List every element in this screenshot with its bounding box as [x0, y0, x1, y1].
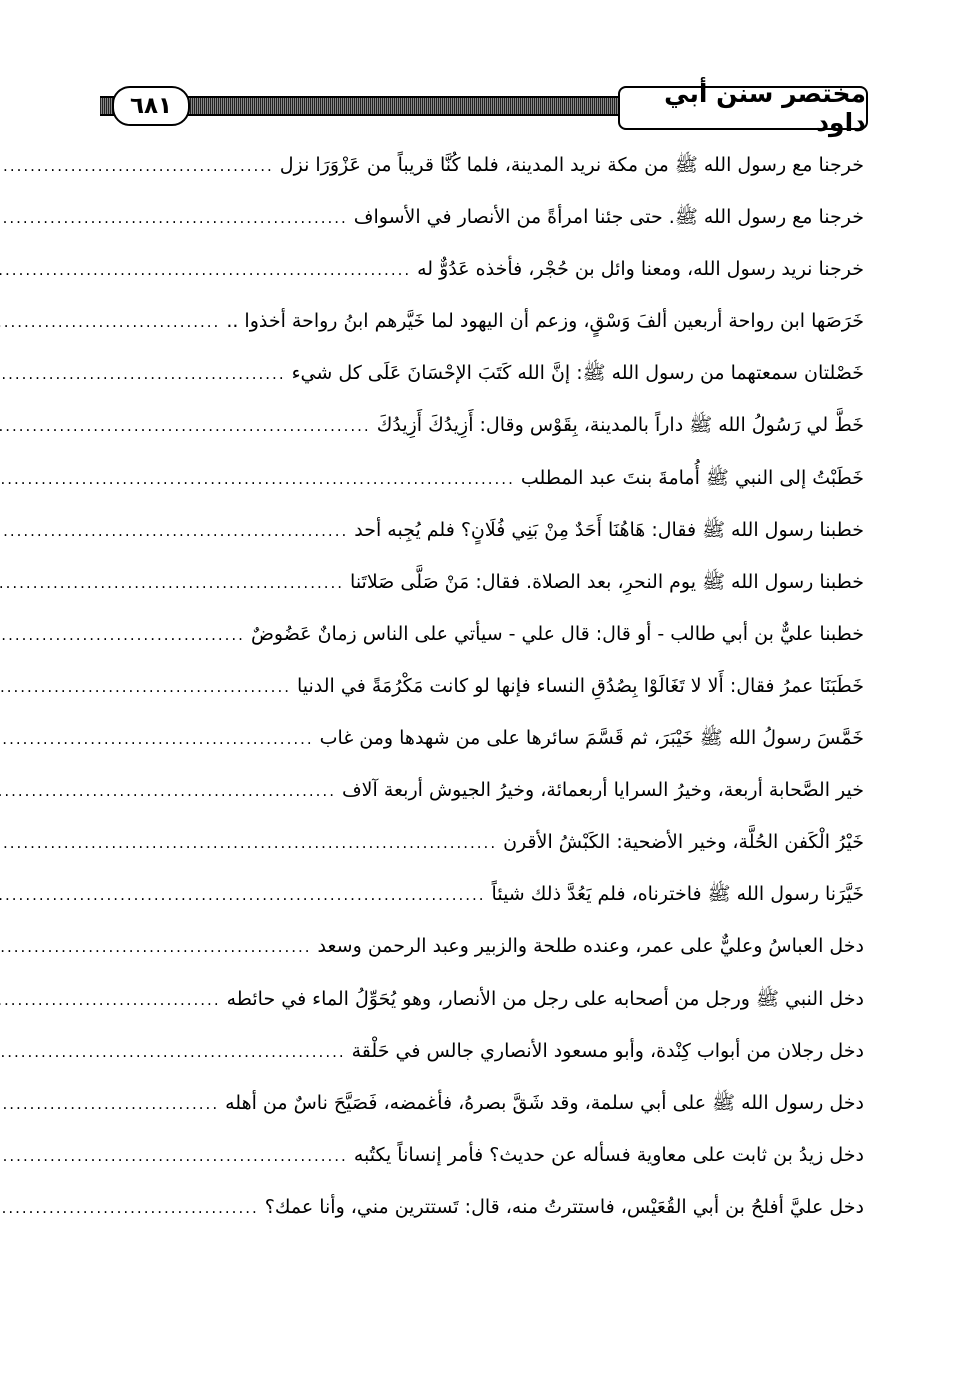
dot-leader — [0, 140, 274, 192]
dot-leader — [0, 453, 515, 505]
dot-leader — [0, 557, 344, 609]
dot-leader — [0, 609, 245, 661]
entry-text: دخل رسول الله ﷺ على أبي سلمة، وقد شَقَّ بصرهُ، فأغمضه، فَصَيَّحَ ناسٌ من أهله — [225, 1091, 864, 1114]
index-entry — [98, 398, 864, 450]
index-entry — [98, 346, 864, 398]
entry-text: خَرَصَها ابن رواحة أربعين ألفَ وَسْقٍ، وزعم أن اليهود لما خَيَّرهم ابنُ رواحة أخذوا .. — [226, 310, 864, 333]
entry-text: دخل عليَّ أفلحُ بن أبي القُعَيْس، فاستترتُ منه، قال: تَستترين مني، وأنا عمك؟ — [264, 1195, 864, 1218]
index-entry — [98, 138, 864, 190]
index-entry — [98, 659, 864, 711]
dot-leader — [0, 974, 221, 1026]
entry-text: دخل رجلان من أبواب كِنْدة، وأبو مسعود الأنصاري جالس في حَلْقة — [351, 1039, 864, 1062]
dot-leader — [0, 400, 371, 452]
dot-leader — [0, 192, 348, 244]
index-entry — [98, 972, 864, 1024]
entry-text: خطبنا عليٌّ بن أبي طالب - أو قال: قال علي - سيأتي على الناس زمانٌ عَضُوضٌ — [250, 622, 864, 645]
entry-text: خطبنا رسول الله ﷺ فقال: هَاهُنَا أَحَدٌ مِنْ بَنِي فُلَانٍ؟ فلم يُجِبه أحد — [354, 518, 864, 541]
dot-leader — [0, 1130, 348, 1182]
index-entry — [98, 451, 864, 503]
entry-text: خَمَّسَ رسولُ الله ﷺ خَيْبَرَ، ثم قَسَّمَ سائرها على من شهدها ومن غاب — [319, 727, 864, 750]
index-entry — [98, 503, 864, 555]
dot-leader — [0, 1182, 259, 1234]
book-title: مختصر سنن أبي داود — [618, 86, 868, 130]
dot-leader — [0, 765, 336, 817]
dot-leader — [0, 713, 314, 765]
dot-leader — [0, 348, 286, 400]
index-entry — [98, 294, 864, 346]
index-entry — [98, 1180, 864, 1232]
dot-leader — [0, 869, 486, 921]
index-entry — [98, 242, 864, 294]
index-entry — [98, 190, 864, 242]
dot-leader — [0, 1078, 219, 1130]
index-entry — [98, 555, 864, 607]
entry-text: خَيَّرَنا رسول الله ﷺ فاخترناه، فلم يَعُدَّ ذلك شيئاً — [491, 883, 864, 906]
entry-text: دخل زيدُ بن ثابت على معاوية فسأله عن حديث؟ فأمر إنساناً يكتُبه — [353, 1143, 864, 1166]
dot-leader — [0, 817, 497, 869]
entry-text: خَطَبَنَا عمرُ فقال: أَلا لا تَغَالَوْا بِصُدُقِ النساء فإنها لو كانت مَكْرُمَةً في الدنيا — [296, 674, 864, 697]
page-header — [100, 79, 868, 137]
entry-text: خرجنا مع رسول الله ﷺ. حتى جئنا امرأةً من الأنصار في الأسواف — [353, 206, 864, 229]
index-entries-list — [98, 138, 864, 1232]
page-number: ٦٨١ — [112, 86, 190, 126]
index-entry — [98, 763, 864, 815]
dot-leader — [0, 505, 348, 557]
entry-text: خرجنا مع رسول الله ﷺ من مكة نريد المدينة، فلما كُنَّا قريباً من عَزْوَرَا نزل — [279, 154, 864, 176]
index-entry — [98, 607, 864, 659]
entry-text: خَصْلتان سمعتهما من رسول الله ﷺ: إنَّ الله كَتَبَ الإحْسَانَ عَلَى كل شيء — [291, 362, 864, 385]
entry-text: خَطَبْتُ إلى النبي ﷺ أُمامةَ بنتَ عبد المطلب — [520, 466, 864, 489]
dot-leader — [0, 921, 312, 973]
index-entry — [98, 711, 864, 763]
entry-text: دخل النبي ﷺ ورجل من أصحابه على رجل من الأنصار، وهو يُحَوِّلُ الماء في حائطه — [226, 987, 864, 1010]
index-entry — [98, 1076, 864, 1128]
index-entry — [98, 919, 864, 971]
entry-text: دخل العباسُ وعليٌّ على عمر، وعنده طلحة والزبير وعبد الرحمن وسعد — [317, 935, 864, 958]
index-entry — [98, 1024, 864, 1076]
entry-text: خير الصَّحابة أربعة، وخيرُ السرايا أربعمائة، وخيرُ الجيوش أربعة آلاف — [341, 779, 864, 802]
dot-leader — [0, 244, 411, 296]
entry-text: خَطَّ لي رَسُولُ الله ﷺ داراً بالمدينة، بِقَوْس وقال: أَزِيدُكَ أَزِيدُكَ — [376, 414, 864, 437]
dot-leader — [0, 661, 291, 713]
dot-leader — [0, 296, 220, 348]
index-entry — [98, 1128, 864, 1180]
entry-text: خطبنا رسول الله ﷺ يوم النحرِ، بعد الصلاة. فقال: مَنْ صَلَّى صَلاتَنا — [350, 570, 864, 593]
entry-text: خرجنا نريد رسول الله، ومعنا وائل بن حُجْر، فأخذه عَدُوٌّ له — [417, 258, 864, 281]
entry-text: خَيْرُ الْكَفن الحُلَّة، وخير الأضحية: الكَبْشُ الأقرن — [503, 831, 864, 854]
index-entry — [98, 815, 864, 867]
dot-leader — [0, 1026, 346, 1078]
index-entry — [98, 867, 864, 919]
